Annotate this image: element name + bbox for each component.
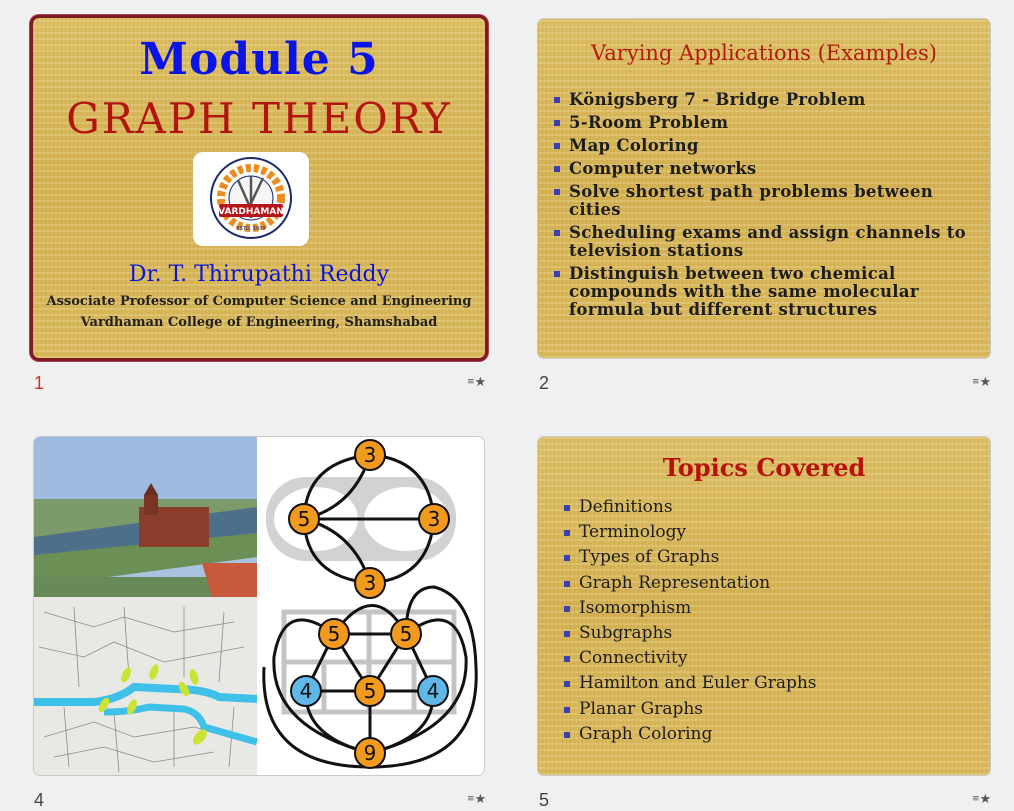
node-label: 5	[327, 622, 341, 646]
list-item: Connectivity	[562, 646, 817, 671]
list-item: Distinguish between two chemical compounds with the same molecular formula but different structures	[552, 265, 982, 319]
bullet-list	[552, 91, 982, 324]
list-item: Graph Representation	[562, 571, 817, 596]
node-label: 4	[426, 679, 440, 703]
author-college: Vardhaman College of Engineering, Shamshabad	[80, 315, 438, 330]
list-item: Definitions	[562, 495, 817, 520]
slide-number: 1	[34, 373, 45, 393]
star-icon[interactable]: ≡★	[467, 375, 487, 390]
list-item: Isomorphism	[562, 596, 817, 621]
slide-thumbnail-1[interactable]	[33, 18, 485, 358]
list-item: Types of Graphs	[562, 545, 817, 570]
list-item: Terminology	[562, 520, 817, 545]
node-label: 5	[363, 679, 377, 703]
list-item: Computer networks	[552, 160, 982, 178]
seven-bridges-graph	[266, 440, 456, 598]
slide-number: 5	[539, 790, 550, 810]
konigsberg-map	[34, 597, 257, 775]
list-item: Graph Coloring	[562, 722, 817, 747]
slide-title: Module 5	[139, 34, 379, 85]
node-label: 3	[363, 571, 377, 595]
list-item: Map Coloring	[552, 137, 982, 155]
slide-number: 4	[34, 790, 45, 810]
author-name: Dr. T. Thirupathi Reddy	[128, 262, 390, 287]
author-position: Associate Professor of Computer Science and Engineering	[46, 294, 472, 309]
list-item: Hamilton and Euler Graphs	[562, 671, 817, 696]
star-icon[interactable]: ≡★	[972, 375, 992, 390]
slide-number: 2	[539, 373, 550, 393]
slide-thumbnail-5[interactable]	[538, 437, 990, 775]
star-icon[interactable]: ≡★	[467, 792, 487, 807]
star-icon[interactable]: ≡★	[972, 792, 992, 807]
slide-thumbnail-2[interactable]	[538, 19, 990, 358]
cathedral-photo	[34, 437, 257, 597]
list-item: 5-Room Problem	[552, 114, 982, 132]
node-label: 5	[297, 507, 311, 531]
slide-title: Varying Applications (Examples)	[591, 41, 937, 65]
list-item: Scheduling exams and assign channels to television stations	[552, 224, 982, 260]
list-item: Planar Graphs	[562, 697, 817, 722]
five-room-graph	[264, 587, 476, 768]
node-label: 3	[363, 443, 377, 467]
list-item: Subgraphs	[562, 621, 817, 646]
slide-title: Topics Covered	[662, 453, 866, 482]
node-label: 9	[363, 741, 377, 765]
svg-text:ESTD. 1999: ESTD. 1999	[236, 226, 266, 232]
slide-thumbnail-4[interactable]	[34, 437, 484, 775]
node-label: 3	[427, 507, 441, 531]
node-label: 5	[399, 622, 413, 646]
svg-text:VARDHAMAN: VARDHAMAN	[218, 207, 284, 217]
bullet-list	[562, 495, 817, 747]
list-item: Königsberg 7 - Bridge Problem	[552, 91, 982, 109]
list-item: Solve shortest path problems between cities	[552, 183, 982, 219]
slide-subtitle: GRAPH THEORY	[66, 94, 452, 143]
college-logo	[193, 152, 309, 246]
node-label: 4	[299, 679, 313, 703]
